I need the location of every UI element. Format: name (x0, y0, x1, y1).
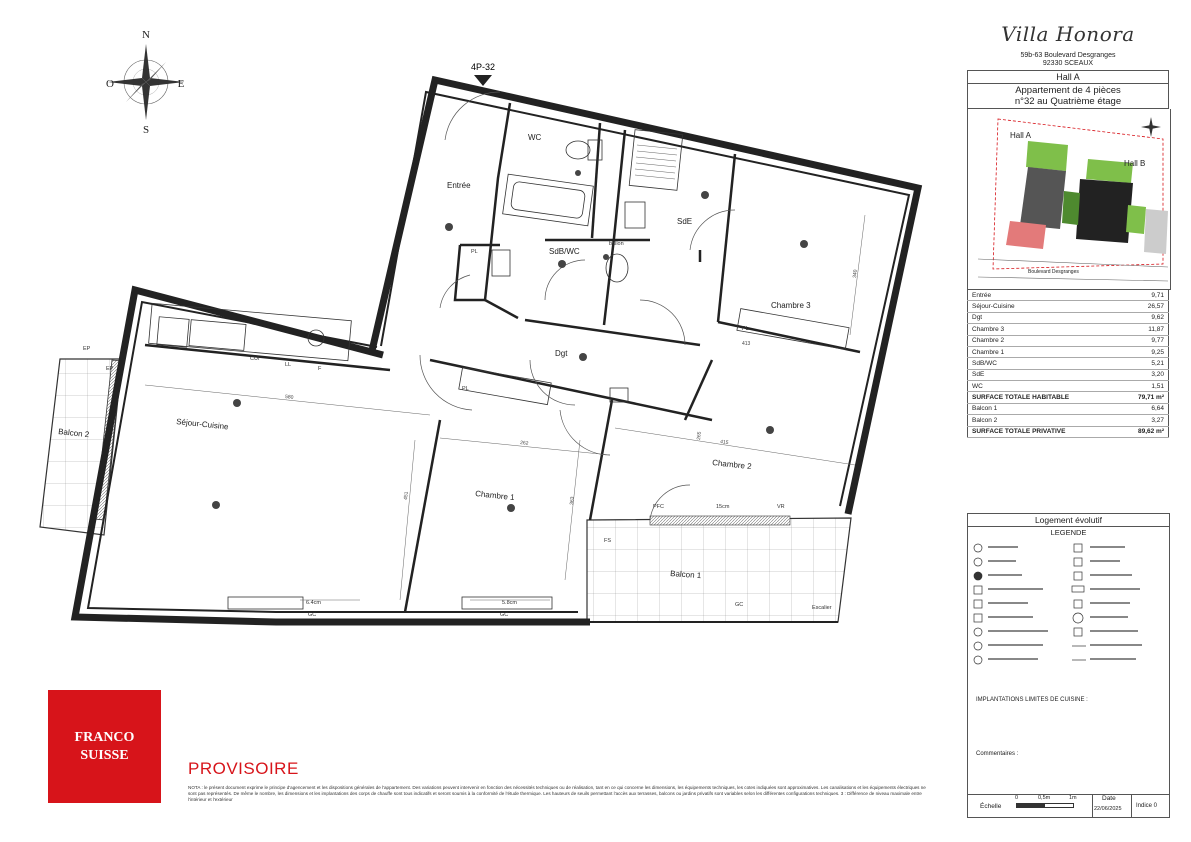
legend-comments: Commentaires : (976, 751, 1019, 757)
entry-arrow-icon (474, 75, 492, 86)
site-plan (967, 109, 1171, 290)
vr-label: VR (777, 504, 785, 510)
scale-footer (968, 794, 1169, 817)
dim-265: 265 (696, 431, 703, 441)
surface-value: 3,20 (1112, 369, 1169, 380)
cuisine-label: CUI (250, 356, 260, 362)
fs-label: FS (604, 538, 612, 544)
surface-value: 9,25 (1112, 346, 1169, 357)
gc-label-2: GC (500, 612, 509, 618)
surface-row (968, 335, 1169, 346)
dim-363: 363 (569, 496, 576, 506)
gc-label-3: GC (735, 602, 744, 608)
legend-implementation: IMPLANTATIONS LIMITES DE CUISINE : (976, 697, 1088, 703)
date-label: Date (1102, 795, 1116, 802)
room-balcon-2: Balcon 2 (57, 427, 90, 440)
surface-room-label: SdE (968, 369, 1113, 380)
franco-suisse-logo (48, 690, 161, 803)
scale-bar (1016, 803, 1074, 808)
compass-s-label: S (142, 124, 150, 136)
surface-row (968, 290, 1169, 301)
site-street: Boulevard Desgranges (1028, 269, 1079, 275)
surface-value: 9,62 (1112, 312, 1169, 323)
surface-row (968, 358, 1169, 369)
scale-tick-2: 1m (1069, 795, 1077, 801)
closet-label-dgt: PL (462, 386, 469, 392)
address-line-2: 92330 SCEAUX (1042, 60, 1094, 67)
dim-580: 580 (284, 394, 294, 401)
legend-title: Logement évolutif (968, 514, 1169, 527)
surface-row (968, 324, 1169, 335)
room-chambre-1: Chambre 1 (474, 489, 516, 503)
status-label: PROVISOIRE (188, 759, 299, 778)
closet-label-chambre3: PL (742, 326, 749, 332)
surface-value: 9,71 (1112, 290, 1169, 301)
surface-row (968, 369, 1169, 380)
address (967, 52, 1169, 68)
room-entree: Entrée (447, 181, 471, 190)
surface-room-label: SdB/WC (968, 358, 1113, 369)
apartment-floor: n°32 au Quatrième étage (1014, 96, 1122, 107)
room-chambre-2: Chambre 2 (711, 458, 753, 472)
scale-tick-0: 0 (1015, 795, 1019, 801)
dim-415: 415 (719, 439, 729, 447)
compass-rose (106, 29, 185, 136)
room-sejour: Séjour-Cuisine (175, 417, 229, 432)
surface-value: 11,87 (1112, 324, 1169, 335)
escalier-label: Escalier (812, 605, 832, 611)
project-brand: Villa Honora (1001, 22, 1135, 46)
surface-value: 5,21 (1112, 358, 1169, 369)
surface-value: 26,57 (1112, 301, 1169, 312)
dim-262: 262 (519, 440, 529, 447)
ll-label: LL (285, 362, 292, 368)
surface-row (968, 346, 1169, 357)
surface-room-label: Entrée (968, 290, 1113, 301)
window-dim-2: 5.8cm (502, 600, 517, 606)
surface-room-label: Chambre 2 (968, 335, 1113, 346)
site-hall-b: Hall B (1124, 159, 1146, 168)
legend-subtitle: LEGENDE (1050, 528, 1087, 537)
room-wc: WC (528, 133, 542, 142)
surface-row (968, 403, 1169, 414)
scale-tick-1: 0,5m (1038, 795, 1051, 801)
dim-340: 340 (852, 269, 859, 279)
closet-label-entree: PL (471, 249, 478, 255)
hall-name: Hall A (968, 71, 1168, 84)
surface-row (968, 426, 1169, 437)
room-dgt: Dgt (555, 349, 568, 358)
surface-value: 3,27 (1112, 415, 1169, 426)
room-sdb: SdB/WC (549, 247, 580, 256)
compass-n-label: N (142, 29, 150, 41)
site-hall-a: Hall A (1010, 131, 1031, 140)
scale-label: Échelle (980, 803, 1002, 810)
surface-room-label: Balcon 2 (968, 415, 1113, 426)
info-panel (967, 14, 1169, 438)
surface-room-label: Balcon 1 (968, 403, 1113, 414)
ballon-label: ballon (609, 241, 624, 247)
room-balcon-1: Balcon 1 (669, 569, 702, 581)
apartment-type: Appartement de 4 pièces (1015, 85, 1121, 96)
window-dim-1: 6.4cm (306, 600, 321, 606)
surface-room-label: SURFACE TOTALE PRIVATIVE (968, 426, 1113, 437)
date-value: 22/06/2025 (1094, 806, 1122, 812)
revision-index: Indice 0 (1136, 803, 1158, 809)
surface-table (967, 290, 1169, 438)
compass-o-label: O (106, 78, 114, 90)
room-chambre-3: Chambre 3 (771, 301, 811, 310)
surface-value: 79,71 m² (1112, 392, 1169, 403)
surface-room-label: Dgt (968, 312, 1113, 323)
door-swings (420, 92, 735, 520)
surface-value: 89,62 m² (1112, 426, 1169, 437)
unit-code: 4P-32 (471, 62, 496, 72)
apartment-title (968, 84, 1168, 108)
surface-room-label: Chambre 3 (968, 324, 1113, 335)
legal-note: NOTA : le présent document exprime le principe d'agencement et les dispositions générales de l'appartement. Des variations peuvent intervenir en fonction des nécessités techniques ou de réalisation, tant en ce qui concerne les dimensions, les équipements techniques, les cotes indiquées sont approximatives. Les canalisations et les équipements électriques ne sont pas représentés. De même le nombre, les dimensions et les implantations des corps de chauffe sont tous indicatifs et seront soumis à la conformité de l'étude thermique. Les hauteurs de seuils permettant l'accès aux terrasses, balcons ou jardins privatifs sont variables selon les différentes configurations techniques. 3 : Différence de niveau maximale entre l'intérieur et l'extérieur (188, 785, 926, 802)
apartment-header (967, 70, 1169, 109)
surface-value: 6,64 (1112, 403, 1169, 414)
surface-room-label: SURFACE TOTALE HABITABLE (968, 392, 1113, 403)
ep-label: EP (83, 346, 91, 352)
surface-value: 1,51 (1112, 381, 1169, 392)
gc-label-1: GC (308, 612, 317, 618)
pfc-label: PFC (653, 504, 664, 510)
surface-value: 9,77 (1112, 335, 1169, 346)
surface-row (968, 392, 1169, 403)
room-sde: SdE (677, 217, 693, 226)
surface-room-label: Séjour-Cuisine (968, 301, 1113, 312)
compass-e-label: E (177, 78, 185, 90)
window-width-label: 15cm (716, 504, 730, 510)
surface-row (968, 415, 1169, 426)
dim-451: 451 (403, 491, 410, 501)
ep-label-2: EP (106, 366, 114, 372)
legend-symbols (968, 538, 1169, 688)
legend-box (967, 513, 1170, 818)
surface-room-label: WC (968, 381, 1113, 392)
logo-line-1: FRANCO (74, 729, 135, 745)
logo-line-2: SUISSE (80, 747, 129, 763)
surface-room-label: Chambre 1 (968, 346, 1113, 357)
surface-row (968, 381, 1169, 392)
surface-row (968, 312, 1169, 323)
f-label: F (318, 366, 322, 372)
surface-row (968, 301, 1169, 312)
address-line-1: 59b-63 Boulevard Desgranges (1020, 52, 1116, 59)
dim-413: 413 (742, 341, 751, 347)
